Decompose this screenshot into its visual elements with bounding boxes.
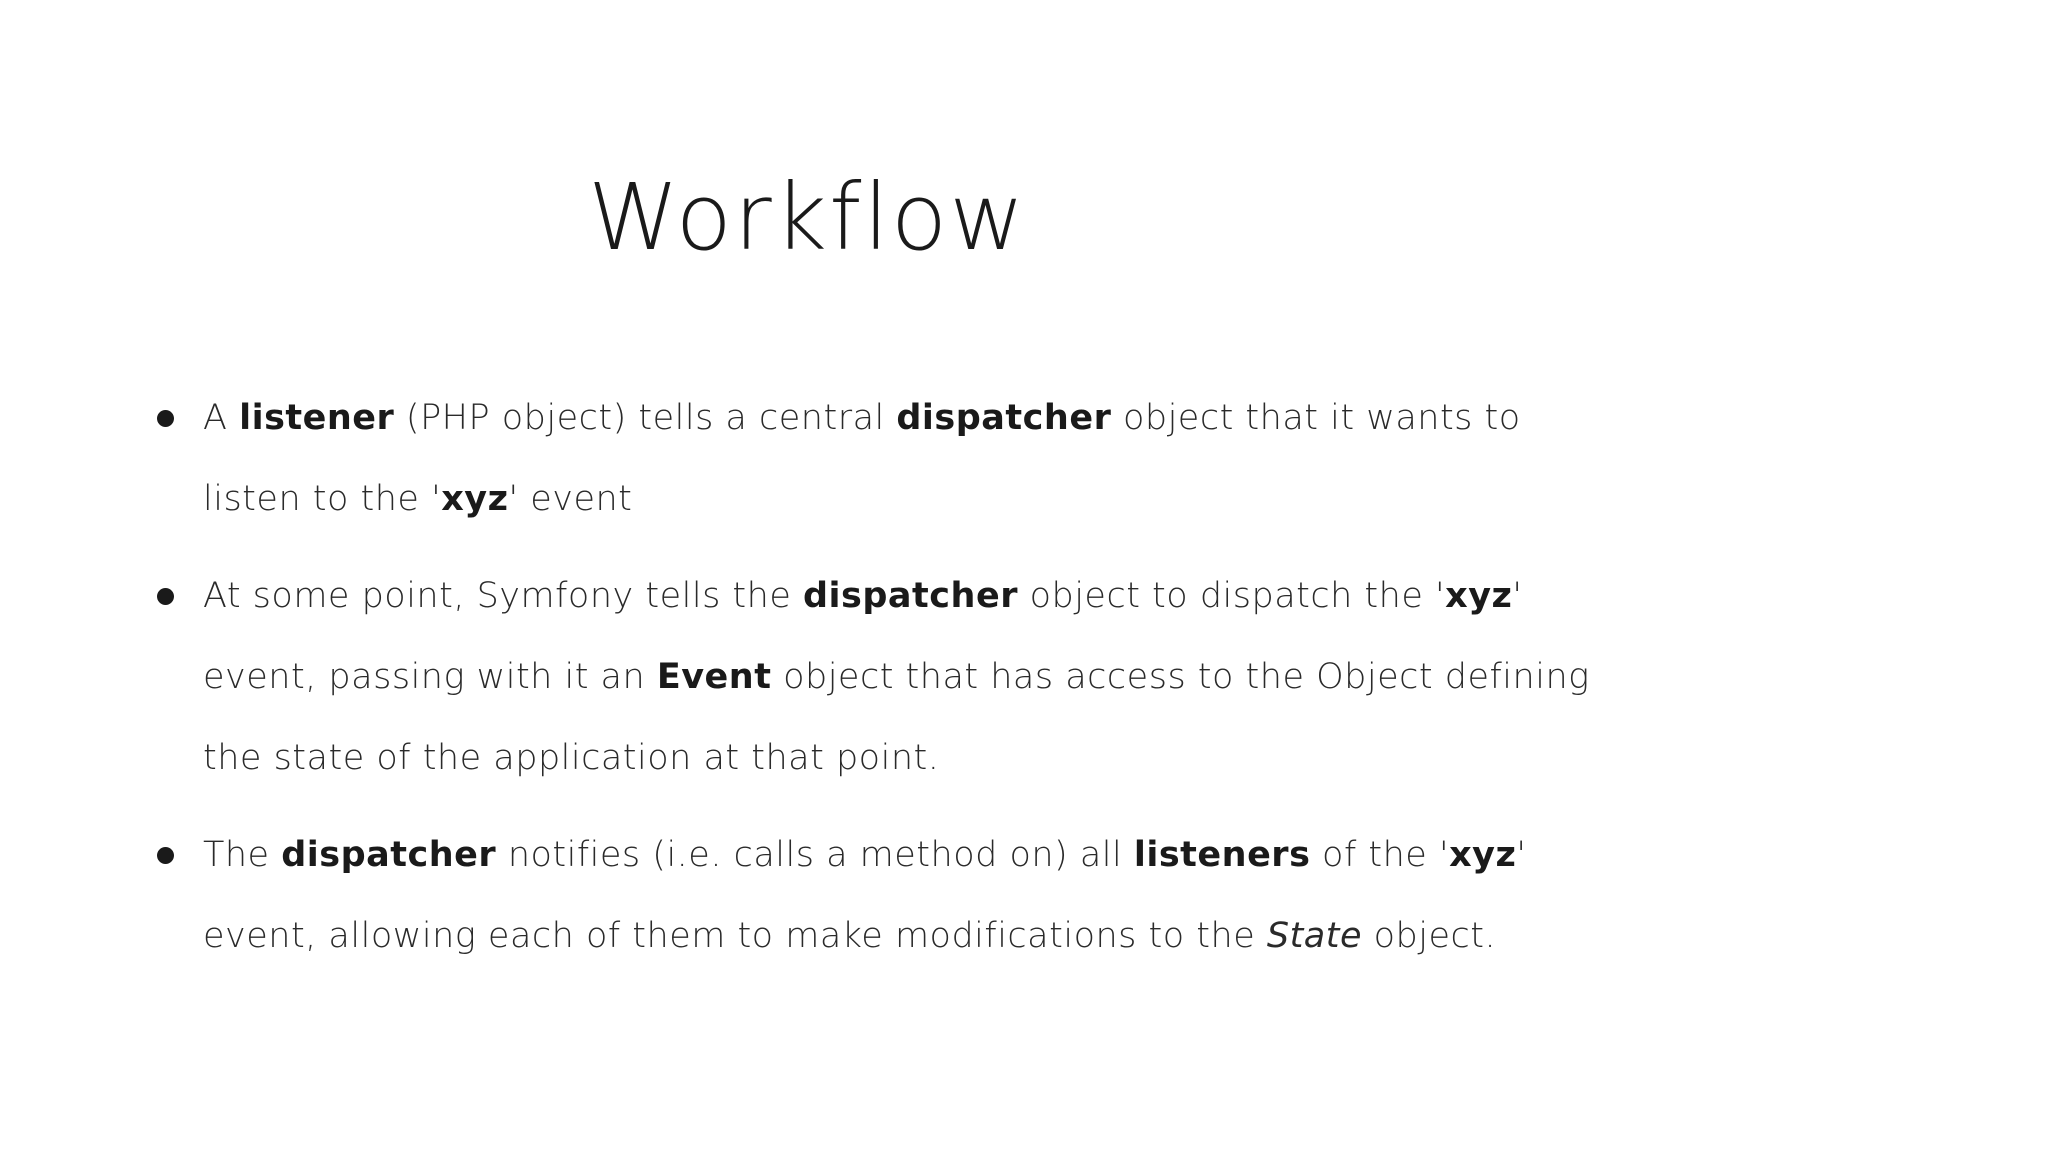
bullet-dot-icon [157,588,174,605]
term-listeners: listeners [1133,835,1311,875]
bullet-dot-icon [157,847,174,864]
bullet-dot-icon [157,410,174,427]
term-dispatcher: dispatcher [803,576,1018,616]
term-event-name: xyz [441,479,509,519]
bullet-item [150,556,1590,799]
bullet-item [150,815,1590,977]
bullet-item [150,378,1590,540]
bullet-text: At some point, Symfony tells the dispatcher object to dispatch the 'xyz' event, passing with it an Event object that has access to the Object defining the state of the application at that point. [203,576,1590,778]
slide-title: Workflow [588,164,1027,271]
term-event: Event [656,657,772,697]
bullet-text: The dispatcher notifies (i.e. calls a method on) all listeners of the 'xyz' event, allowing each of them to make modifications to the State object. [203,835,1527,956]
term-state: State [1266,916,1363,956]
bullet-text: A listener (PHP object) tells a central dispatcher object that it wants to listen to the 'xyz' event [203,398,1521,519]
term-event-name: xyz [1449,835,1517,875]
bullet-list [150,378,1590,993]
term-listener: listener [239,398,395,438]
term-dispatcher: dispatcher [896,398,1112,438]
term-event-name: xyz [1445,576,1513,616]
term-dispatcher: dispatcher [281,835,497,875]
